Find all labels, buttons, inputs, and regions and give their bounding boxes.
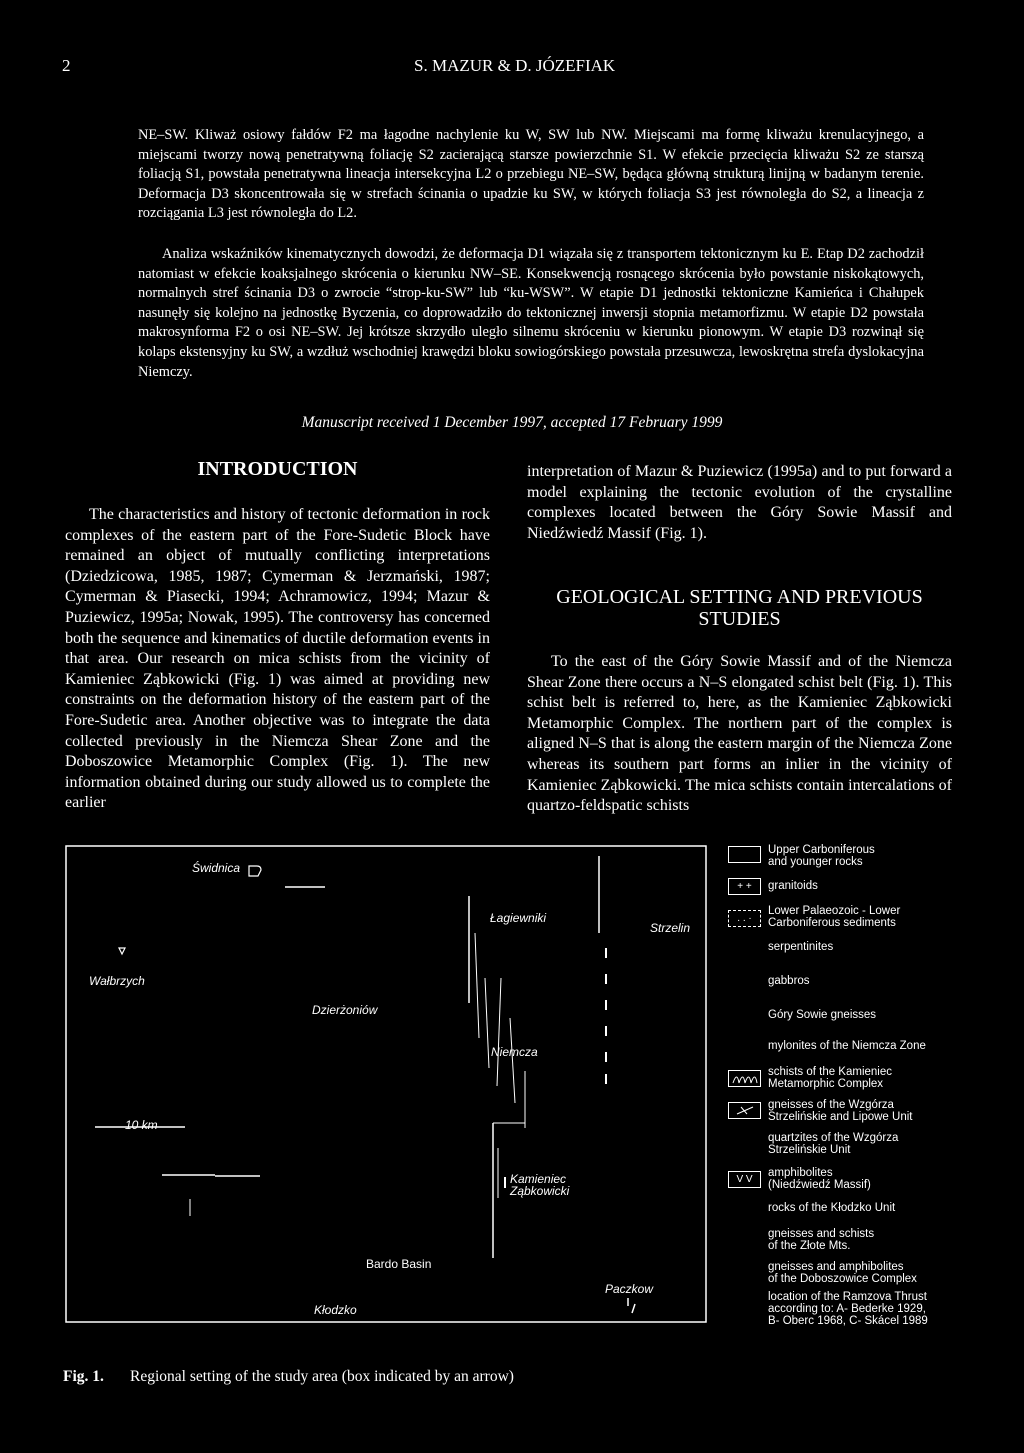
label-paczkow: Paczkow: [605, 1282, 654, 1296]
heading-line-2: STUDIES: [698, 608, 781, 630]
manuscript-received-note: Manuscript received 1 December 1997, accepted 17 February 1999: [301, 414, 723, 431]
swidnica-marker: [249, 866, 261, 876]
label-kamieniec-line-1: Kamieniec: [510, 1172, 567, 1186]
legend-swatch-sediments: . . ·: [728, 910, 761, 927]
introduction-body: The characteristics and history of tectonic deformation in rock complexes of the eastern part of the Fore-Sudetic Block have remained an object of mutually conflicting interpretations (Dziedzicowa, 1985, 1987; Cymerman & Jerzmański, 1987; Cymerman & Piasecki, 1994; Achramowicz, 1994; Mazur & Puziewicz, 1995a; Nowak, 1995). The controversy has concerned both the sequence and kinematics of ductile deformation events in that area. Our research on mica schists from the vicinity of Kamieniec Ząbkowicki (Fig. 1) was aimed at providing new constraints on the deformation history of the eastern part of the Fore-Sudetic area. Another objective was to integrate the data collected previously in the Niemcza Shear Zone and the Doboszowice Metamorphic Complex (Fig. 1). The new information obtained during our study allowed us to complete the earlier: [65, 506, 490, 812]
geological-setting-body: To the east of the Góry Sowie Massif and of the Niemcza Shear Zone there occurs a N–S elongated schist belt (Fig. 1). This schist belt is referred to, here, as the Kamieniec Ząbkowicki Metamorphic Complex. The northern part of the complex is aligned N–S that is along the eastern margin of the Niemcza Zone whereas its southern part forms an inlier in the vicinity of Kamieniec Ząbkowicki. The mica schists contain intercalations of quartzo-feldspatic schists: [527, 653, 952, 815]
label-kamieniec: [510, 1173, 569, 1197]
polish-summary-paragraph: Analiza wskaźników kinematycznych dowodzi, że deformacja D1 wiązała się z transportem tektonicznym ku E. Etap D2 zachodził natomiast w efekcie koaksjalnego skrócenia o kierunku NW–SE. Konsekwencją rosnącego skrócenia było powstanie niskokątowych, normalnych stref ścinania D3 o zwrocie “strop-ku-SW” lub “ku-WSW”. W etapie D1 jednostki tektoniczne Kamieńca i Chałupek nasunęły się kolejno na jednostkę Byczenia, co doprowadziło do tektonicznej inwersji stopnia metamorfizmu. W etapie D2 powstała makrosynforma F2 o osi NE–SW. Jej krótsze skrzydło uległo silnemu skróceniu w kierunku pionowym. W etapie D3 rozwinął się kolaps ekstensyjny ku SW, a wzdłuż wschodniej krawędzi bloku sowiogórskiego powstała przesuwcza, lewoskrętna strefa dyslokacyjna Niemczy.: [138, 246, 924, 380]
legend-item-gory-sowie: Góry Sowie gneisses: [768, 1009, 877, 1021]
introduction-heading: INTRODUCTION: [197, 458, 358, 480]
legend-swatch-granitoids: + +: [728, 878, 761, 895]
legend-swatch-gneisses-strzelin: [728, 1102, 761, 1119]
legend-swatch-amphibolites: V V: [728, 1171, 761, 1188]
legend-item-granitoids: granitoids: [768, 880, 818, 892]
legend-item-klodzko: rocks of the Kłodzko Unit: [768, 1202, 896, 1214]
heading-line-1: GEOLOGICAL SETTING AND PREVIOUS: [556, 586, 923, 608]
page-number: 2: [62, 56, 71, 75]
legend-item-mylonites: mylonites of the Niemcza Zone: [768, 1040, 926, 1052]
legend-item-amphibolites: amphibolites (Niedźwiedź Massif): [768, 1167, 871, 1191]
label-klodzko: Kłodzko: [314, 1303, 357, 1317]
legend-item-sediments: Lower Palaeozoic - Lower Carboniferous sediments: [768, 905, 901, 929]
legend-item-schists: schists of the Kamieniec Metamorphic Complex: [768, 1066, 893, 1090]
label-niemcza: Niemcza: [491, 1045, 538, 1059]
legend-item-gabbros: gabbros: [768, 975, 810, 987]
figure-caption-text: Regional setting of the study area (box indicated by an arrow): [130, 1368, 514, 1385]
legend-item-gneisses-strzelin: gneisses of the Wzgórza Strzelińskie and Lipowe Unit: [768, 1099, 913, 1123]
schist-pattern-icon: [729, 1071, 760, 1086]
label-bardo-basin: Bardo Basin: [366, 1257, 432, 1271]
gneiss-pattern-icon: [729, 1103, 760, 1118]
legend-item-zlote-mts: gneisses and schists of the Złote Mts.: [768, 1228, 875, 1252]
introduction-continuation: interpretation of Mazur & Puziewicz (1995a) and to put forward a model explaining the tectonic evolution of the crystalline complexes located between the Góry Sowie Massif and Niedźwiedź Massif (Fig. 1).: [527, 463, 952, 542]
polish-summary-paragraph: NE–SW. Kliważ osiowy fałdów F2 ma łagodne nachylenie ku W, SW lub NW. Miejscami ma formę kliważu krenulacyjnego, a miejscami tworzy nową penetratywną foliację S2 zacierającą starsze powierzchnie S1. W efekcie przecięcia kliważu S2 ze starszą foliacją S1, powstała penetratywna lineacja intersekcyjna L2 o przebiegu NE–SW, będąca główną strukturą linijną w badanym terenie. Deformacja D3 skoncentrowała się w strefach ścinania o upadzie ku SW, w których foliacja S3 jest równoległa do S2, a lineacja z rozciągania L3 jest równoległa do L2.: [138, 127, 924, 222]
legend-item-ramzova-thrust: location of the Ramzova Thrust according to: A- Bederke 1929, B- Oberc 1968, C- Skácel 1989: [768, 1291, 928, 1327]
map-frame: [66, 846, 706, 1322]
label-strzelin: Strzelin: [650, 921, 691, 935]
running-header-authors: S. MAZUR & D. JÓZEFIAK: [414, 56, 616, 75]
legend-item-quartzites: quartzites of the Wzgórza Strzelińskie Unit: [768, 1132, 899, 1156]
figure-caption-label: Fig. 1.: [63, 1368, 104, 1385]
label-dzierzoniow: Dzierżoniów: [312, 1003, 378, 1017]
label-scale: 10 km: [125, 1118, 158, 1132]
label-walbrzych: Wałbrzych: [89, 974, 145, 988]
legend-swatch-schists: [728, 1070, 761, 1087]
legend-item-doboszowice: gneisses and amphibolites of the Doboszowice Complex: [768, 1261, 917, 1285]
label-lagiewniki: Łagiewniki: [490, 911, 547, 925]
legend-item-carboniferous: Upper Carboniferous and younger rocks: [768, 844, 875, 868]
legend-item-serpentinites: serpentinites: [768, 941, 834, 953]
legend-swatch-carboniferous: [728, 846, 761, 863]
label-swidnica: Świdnica: [192, 861, 241, 875]
geological-setting-heading: [512, 586, 967, 630]
label-kamieniec-line-2: Ząbkowicki: [510, 1184, 570, 1198]
figure-1-map: [65, 838, 958, 1327]
walbrzych-marker: [119, 948, 125, 954]
